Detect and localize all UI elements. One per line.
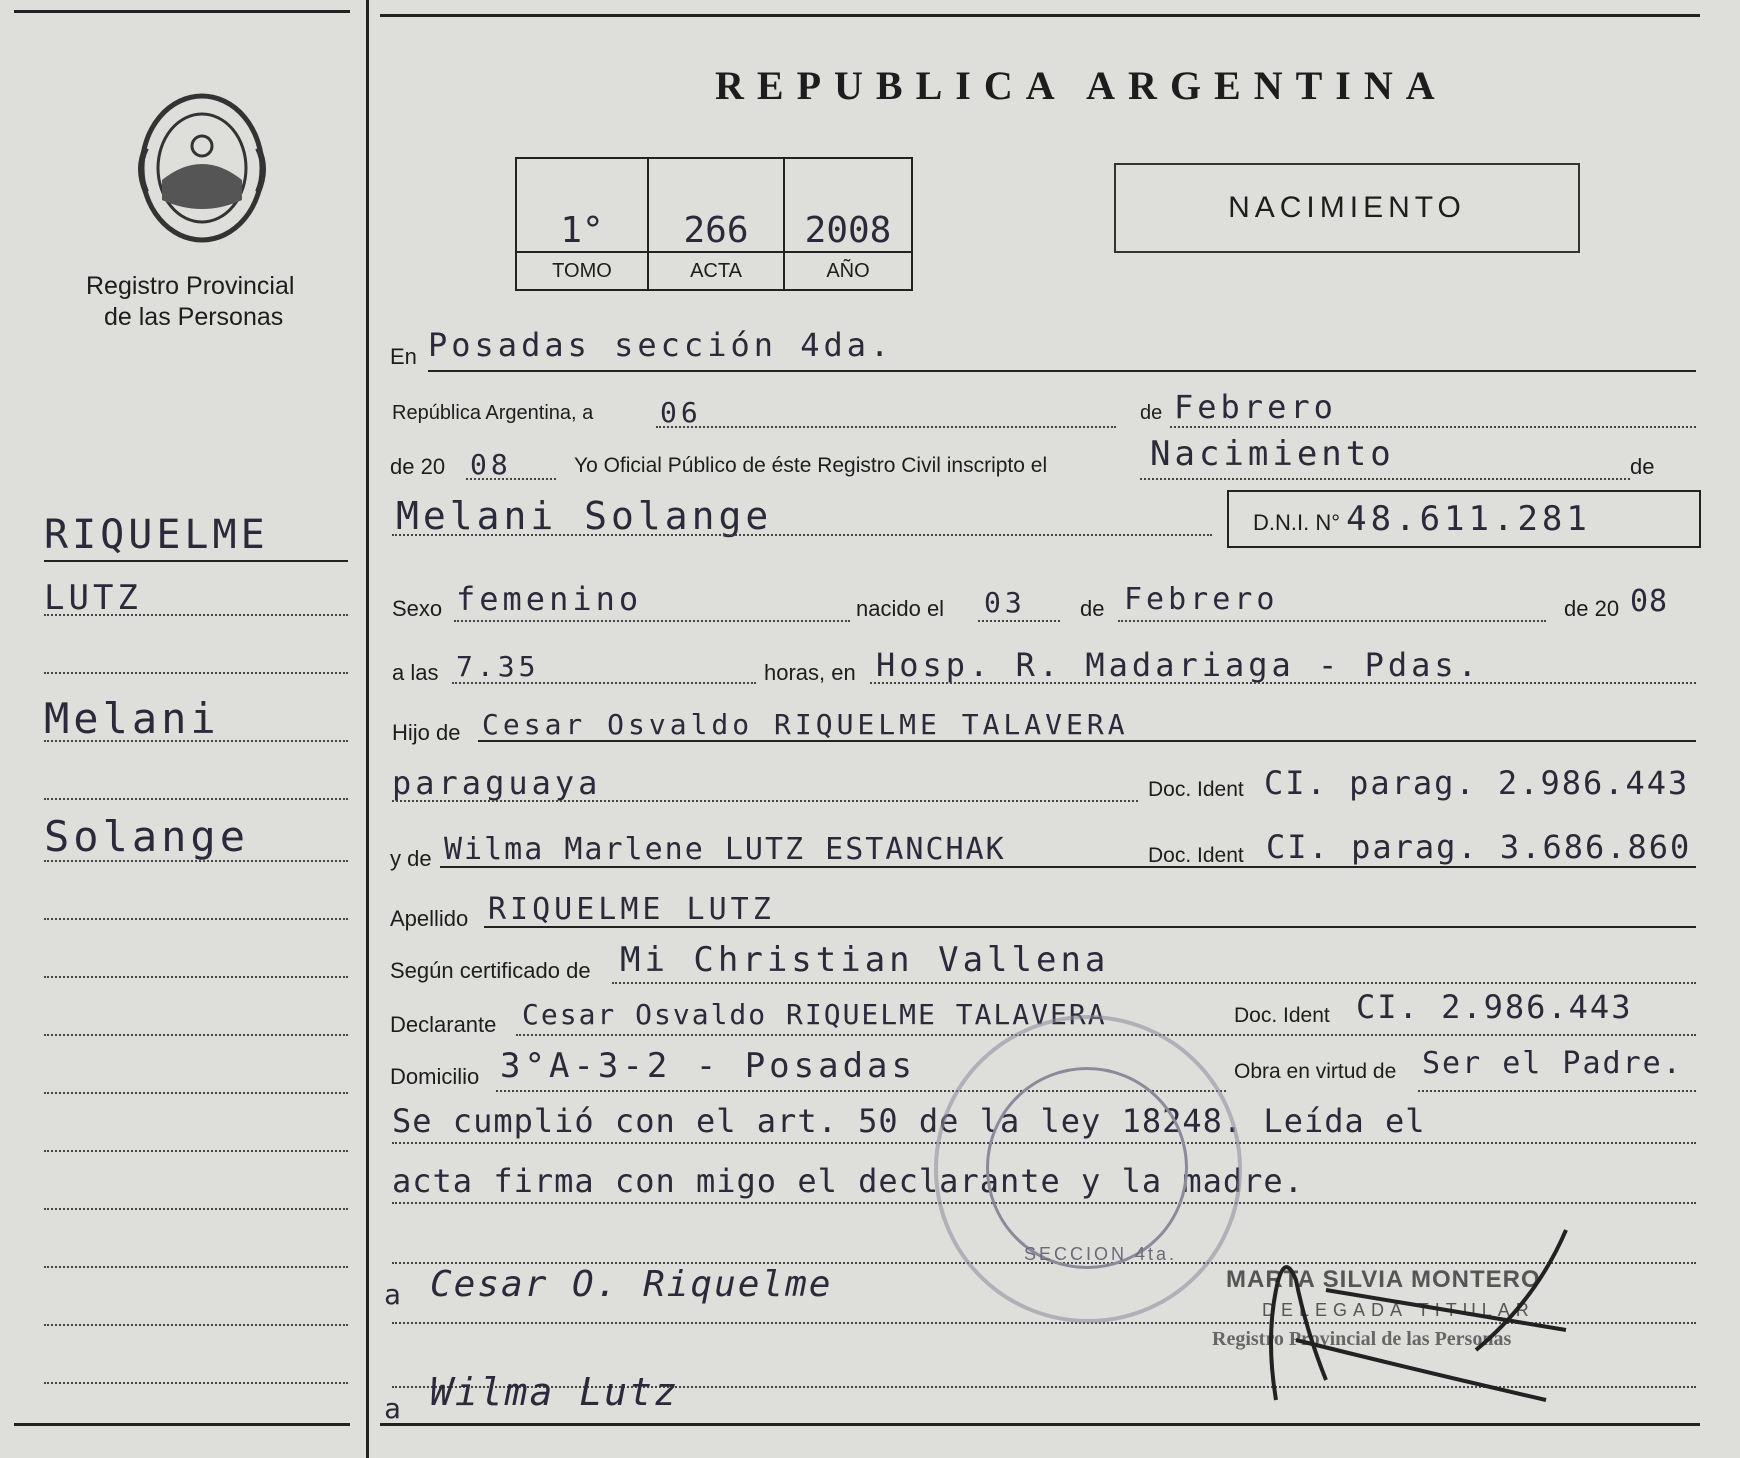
form-line — [454, 620, 850, 622]
form-line — [1140, 478, 1630, 480]
birth-year-prefix: de 20 — [1564, 596, 1620, 621]
form-line — [656, 426, 1116, 428]
nacido-label: nacido el — [856, 596, 945, 621]
rep-label: República Argentina, a — [392, 402, 594, 424]
registry-name-line-1: Registro Provincial — [86, 272, 295, 300]
margin-surname-2: LUTZ — [44, 578, 142, 618]
doc-ident-label-1: Doc. Ident — [1148, 778, 1244, 801]
bottom-rule-left — [14, 1423, 350, 1426]
margin-line — [44, 1034, 348, 1036]
margin-line — [44, 1092, 348, 1094]
form-line — [466, 478, 556, 480]
doc-ident-label-3: Doc. Ident — [1234, 1004, 1330, 1027]
year-prefix-label: de 20 — [390, 454, 446, 479]
certificado-label: Según certificado de — [390, 958, 591, 983]
declarante-label: Declarante — [390, 1012, 497, 1037]
de-label-1: de — [1140, 402, 1163, 424]
oficial-label: Yo Oficial Público de éste Registro Civil inscripto el — [574, 454, 1048, 477]
month-value: Febrero — [1174, 388, 1337, 426]
margin-line — [44, 918, 348, 920]
domicilio-value: 3°A-3-2 - Posadas — [500, 1046, 916, 1086]
margin-line — [44, 740, 348, 742]
margin-line — [44, 1266, 348, 1268]
official-signature-icon — [1236, 1220, 1576, 1420]
official-title: DELEGADA TITULAR — [1262, 1300, 1535, 1320]
y-de-label: y de — [390, 846, 432, 871]
apellido-value: RIQUELME LUTZ — [488, 892, 775, 927]
top-rule-left — [14, 10, 350, 13]
margin-surname-1: RIQUELME — [44, 512, 269, 558]
form-line — [428, 370, 1696, 372]
form-line — [452, 682, 756, 684]
official-org: Registro Provincial de las Personas — [1212, 1328, 1512, 1350]
declarante-doc: CI. 2.986.443 — [1356, 988, 1633, 1026]
apellido-label: Apellido — [390, 906, 469, 931]
declarante-value: Cesar Osvaldo RIQUELME TALAVERA — [522, 998, 1107, 1031]
margin-line — [44, 1324, 348, 1326]
margin-line — [44, 560, 348, 562]
doc-ident-label-2: Doc. Ident — [1148, 844, 1244, 867]
birth-day-value: 03 — [984, 586, 1026, 619]
father-value: Cesar Osvaldo RIQUELME TALAVERA — [482, 708, 1129, 741]
de-label-2: de — [1630, 454, 1655, 479]
horas-en-label: horas, en — [764, 660, 856, 685]
document-type-box: NACIMIENTO — [1114, 163, 1580, 253]
sexo-value: femenino — [456, 580, 643, 618]
obra-label: Obra en virtud de — [1234, 1060, 1397, 1083]
inscripto-value: Nacimiento — [1150, 434, 1395, 474]
sexo-label: Sexo — [392, 596, 443, 621]
margin-line — [44, 1382, 348, 1384]
obra-value: Ser el Padre. — [1422, 1046, 1683, 1081]
anio-value: 2008 — [784, 158, 912, 252]
dni-label: D.N.I. N° — [1253, 510, 1341, 535]
registered-name-value: Melani Solange — [396, 494, 773, 538]
domicilio-label: Domicilio — [390, 1064, 480, 1089]
margin-line — [44, 1208, 348, 1210]
form-line — [1118, 620, 1546, 622]
form-line — [484, 926, 1696, 928]
margin-line — [44, 976, 348, 978]
certificado-value: Mi Christian Vallena — [620, 940, 1110, 980]
country-title: REPUBLICA ARGENTINA — [715, 63, 1448, 108]
father-doc: CI. parag. 2.986.443 — [1264, 764, 1690, 802]
signature-marker-2: a — [384, 1392, 405, 1425]
acta-value: 266 — [648, 158, 784, 252]
signature-mother: Wilma Lutz — [430, 1370, 679, 1414]
place-value: Hosp. R. Madariaga - Pdas. — [876, 646, 1481, 684]
de-label-3: de — [1080, 596, 1105, 621]
form-line — [978, 620, 1060, 622]
seal-inner-text: SECCION 4ta. — [1024, 1244, 1178, 1264]
year-value: 08 — [470, 448, 512, 481]
margin-line — [44, 798, 348, 800]
form-line — [612, 982, 1696, 984]
registry-name-line-2: de las Personas — [104, 303, 284, 331]
margin-line — [44, 1150, 348, 1152]
mother-value: Wilma Marlene LUTZ ESTANCHAK — [444, 832, 1006, 867]
form-line — [478, 740, 1696, 742]
tomo-label: TOMO — [516, 252, 648, 290]
signature-father: Cesar O. Riquelme — [430, 1264, 833, 1305]
hijo-label: Hijo de — [392, 720, 461, 745]
dni-value: 48.611.281 — [1346, 499, 1591, 539]
anio-label: AÑO — [784, 252, 912, 290]
acta-label: ACTA — [648, 252, 784, 290]
margin-given-2: Solange — [44, 812, 250, 861]
father-nationality: paraguaya — [392, 764, 602, 802]
seal-inner-ring — [986, 1067, 1188, 1269]
mother-doc: CI. parag. 3.686.860 — [1266, 828, 1692, 866]
en-value: Posadas sección 4da. — [428, 326, 894, 364]
form-line — [392, 534, 1212, 536]
birth-month-value: Febrero — [1124, 582, 1279, 617]
note-line-1: Se cumplió con el art. 50 de la ley 18248. Leída el — [392, 1102, 1426, 1140]
top-rule-right — [380, 14, 1700, 17]
en-label: En — [390, 344, 417, 369]
left-column-divider — [366, 0, 369, 1458]
signature-marker-1: a — [384, 1278, 405, 1311]
form-line — [1418, 1090, 1696, 1092]
official-name: MARTA SILVIA MONTERO — [1226, 1266, 1541, 1293]
form-line — [1170, 426, 1696, 428]
a-las-label: a las — [392, 660, 439, 685]
margin-given-1: Melani — [44, 694, 220, 743]
bottom-rule-right — [380, 1423, 1700, 1426]
day-value: 06 — [660, 396, 702, 429]
birth-year-value: 08 — [1630, 584, 1669, 619]
margin-line — [44, 860, 348, 862]
tomo-value: 1° — [516, 158, 648, 252]
form-line — [440, 866, 1696, 868]
note-line-2: acta firma con migo el declarante y la madre. — [392, 1162, 1304, 1200]
dni-box — [1227, 490, 1701, 548]
form-line — [392, 800, 1138, 802]
record-reference-table — [515, 157, 913, 291]
form-line — [870, 682, 1696, 684]
provincia-de-misiones-emblem-icon — [132, 88, 272, 248]
hour-value: 7.35 — [456, 650, 540, 683]
margin-line — [44, 672, 348, 674]
margin-line — [44, 614, 348, 616]
